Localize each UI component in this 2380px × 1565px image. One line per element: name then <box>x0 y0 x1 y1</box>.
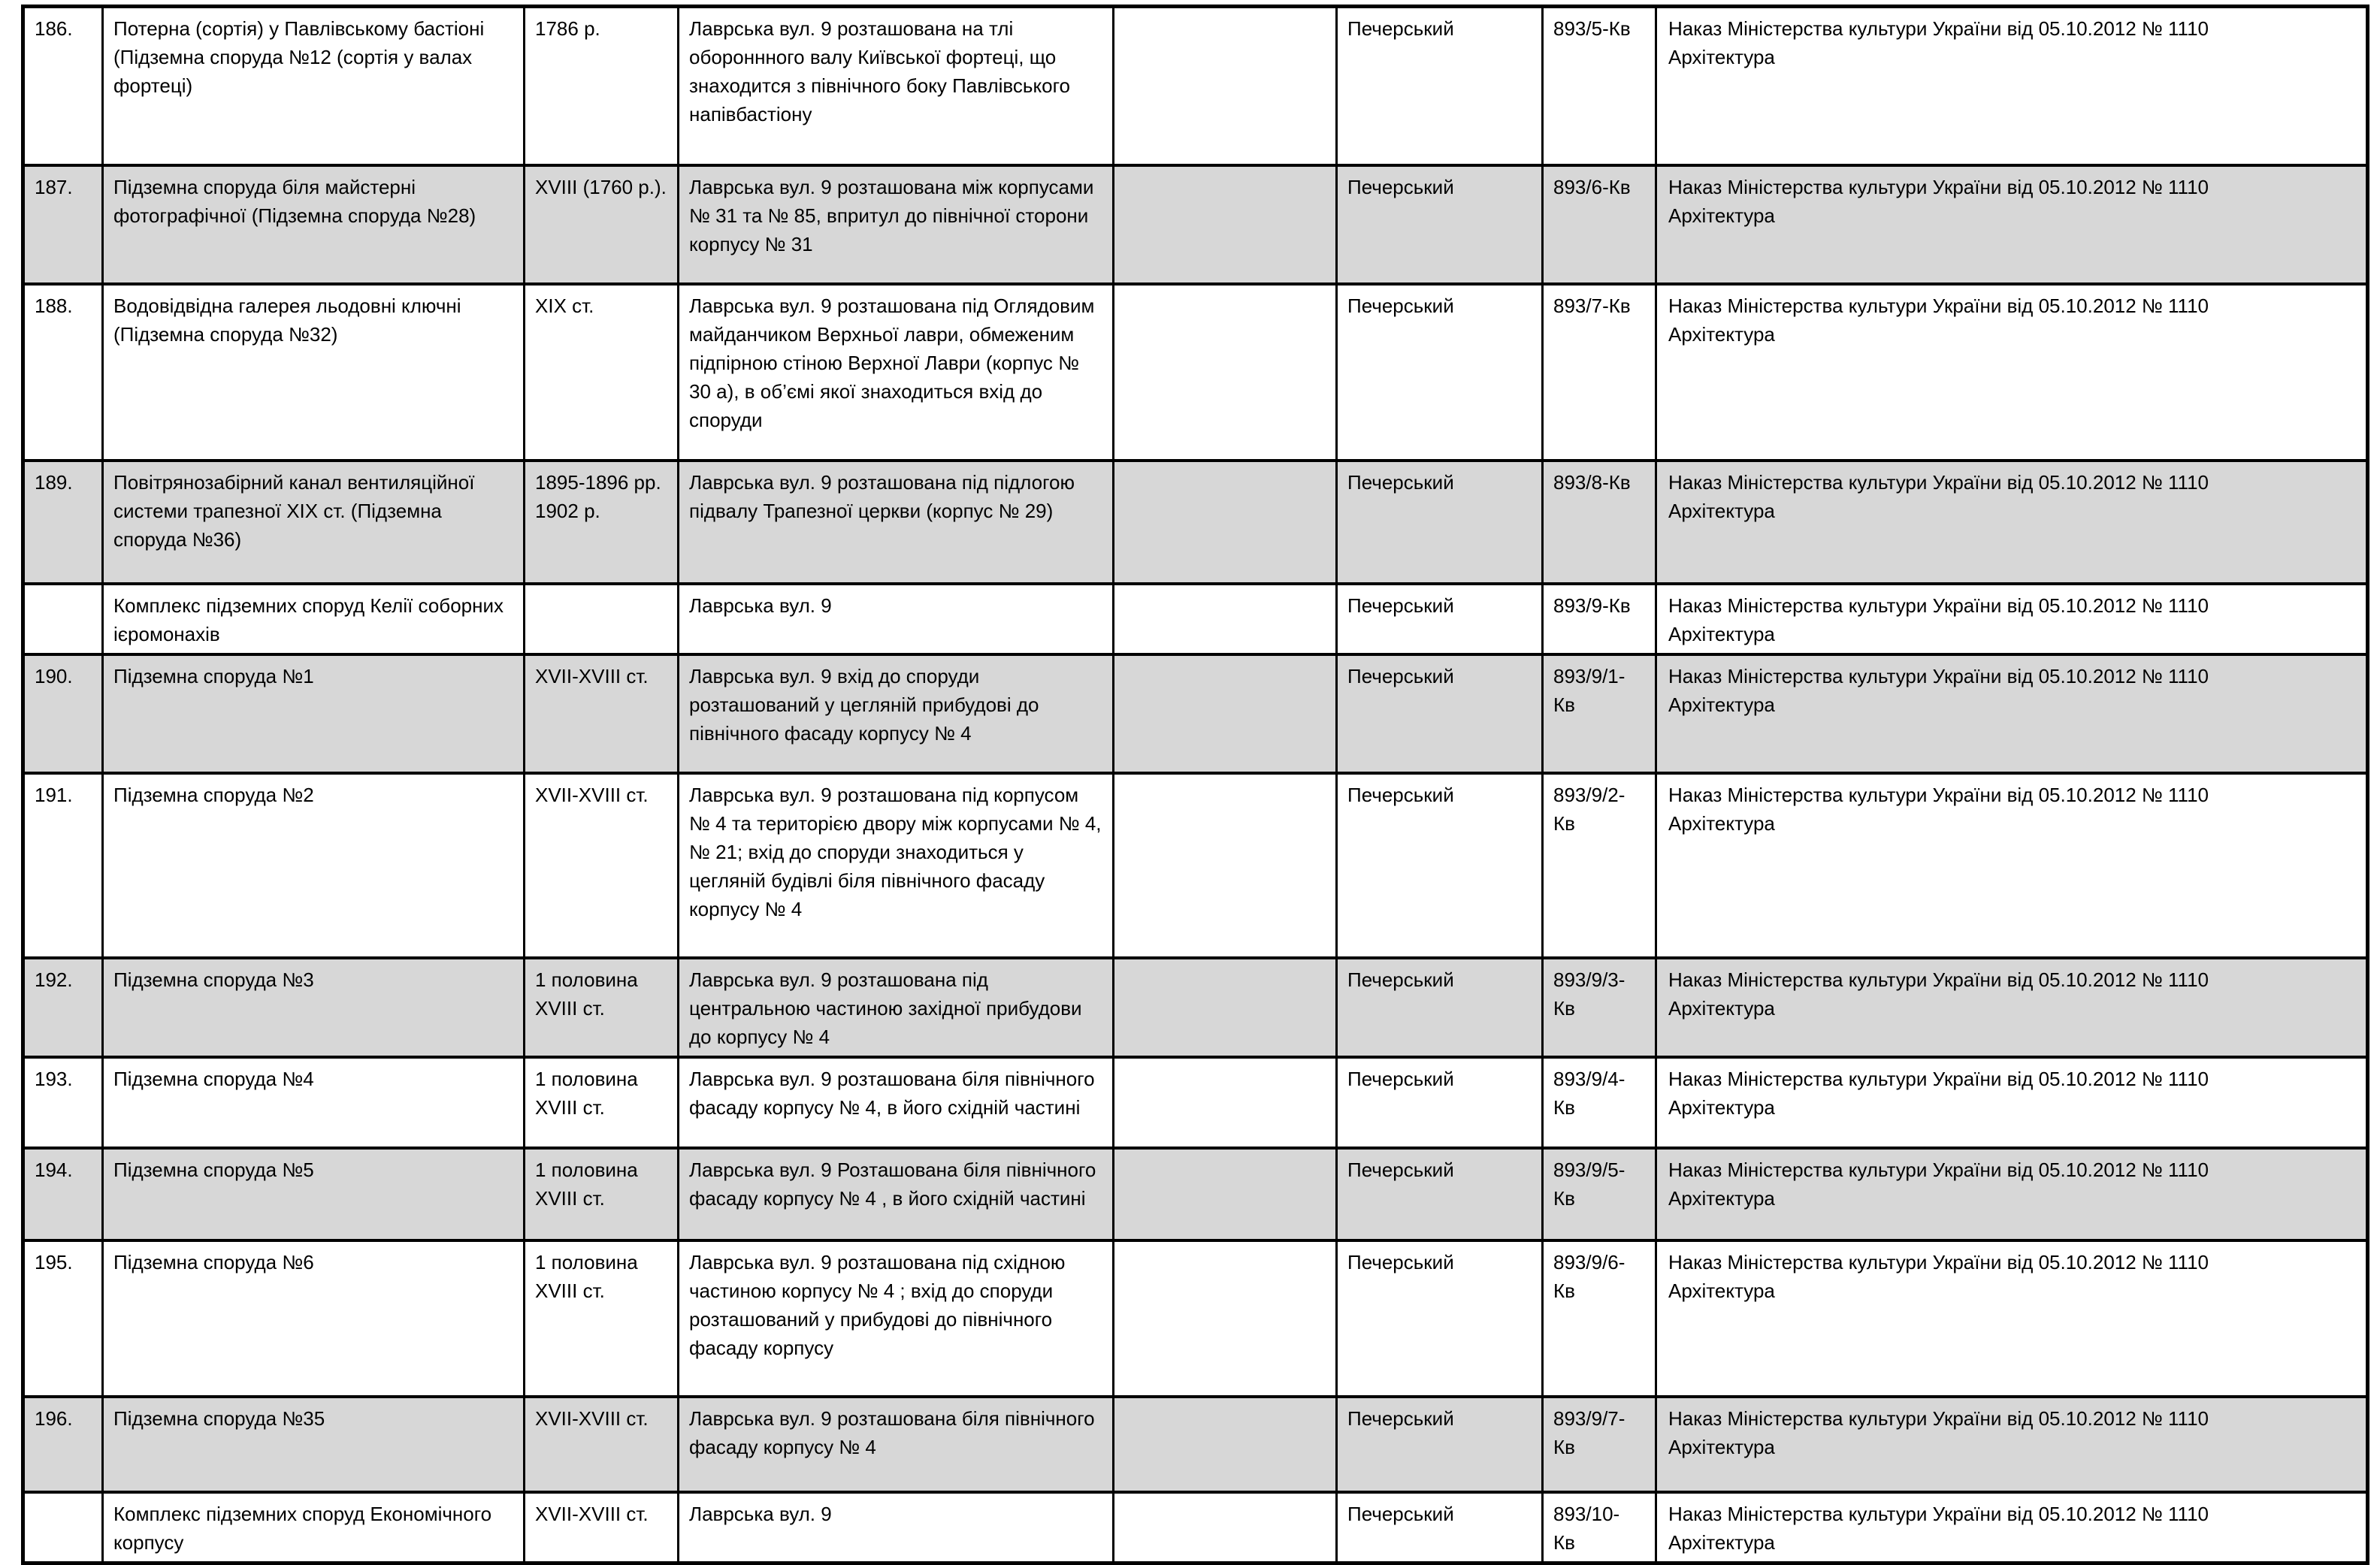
reg-number-cell: 893/7-Кв <box>1543 284 1656 461</box>
monument-category: Архітектура <box>1668 622 1775 645</box>
empty-cell <box>1114 958 1337 1057</box>
protection-doc-cell <box>1656 7 2368 165</box>
protection-doc-order: Наказ Міністерства культури України від 05.10.2012 № 1110 <box>1668 594 2209 617</box>
protection-doc-cell <box>1656 1148 2368 1240</box>
monument-category: Архітектура <box>1668 1186 1775 1210</box>
location-cell: Лаврська вул. 9 розташована під східною частиною корпусу № 4 ; вхід до споруди розташований у прибудові до північного фасаду корпусу <box>679 1240 1114 1397</box>
date-cell: 1 половина XVIII ст. <box>525 958 679 1057</box>
location-cell: Лаврська вул. 9 розташована на тлі обороннного валу Київської фортеці, що знаходится з північного боку Павлівського напівбастіону <box>679 7 1114 165</box>
location-cell: Лаврська вул. 9 <box>679 1492 1114 1563</box>
monument-category: Архітектура <box>1668 1435 1775 1458</box>
monument-category: Архітектура <box>1668 46 1775 68</box>
reg-number-cell: 893/9/4-Кв <box>1543 1057 1656 1148</box>
date-cell: 1 половина XVIII ст. <box>525 1057 679 1148</box>
date-cell: XVII-XVIII ст. <box>525 773 679 958</box>
reg-number-cell: 893/9/2-Кв <box>1543 773 1656 958</box>
protection-doc-order: Наказ Міністерства культури України від 05.10.2012 № 1110 <box>1668 175 2209 198</box>
protection-doc-order: Наказ Міністерства культури України від 05.10.2012 № 1110 <box>1668 1406 2209 1430</box>
row-number-cell: 188. <box>23 284 103 461</box>
district-cell: Печерський <box>1337 284 1543 461</box>
monument-category: Архітектура <box>1668 693 1775 716</box>
location-cell: Лаврська вул. 9 розташована під корпусом № 4 та територією двору між корпусами № 4, № 21; вхід до споруди знаходиться у цегляній будівлі біля північного фасаду корпусу № 4 <box>679 773 1114 958</box>
table-row <box>23 284 2368 461</box>
location-cell: Лаврська вул. 9 вхід до споруди розташований у цегляній прибудові до північного фасаду корпусу № 4 <box>679 654 1114 773</box>
monuments-registry-table <box>21 5 2369 1565</box>
date-cell: 1 половина XVIII ст. <box>525 1148 679 1240</box>
monument-category: Архітектура <box>1668 996 1775 1020</box>
protection-doc-order: Наказ Міністерства культури України від 05.10.2012 № 1110 <box>1668 294 2209 317</box>
location-cell: Лаврська вул. 9 розташована під центральною частиною західної прибудови до корпусу № 4 <box>679 958 1114 1057</box>
monument-name-cell: Підземна споруда №2 <box>103 773 525 958</box>
monument-category: Архітектура <box>1668 1279 1775 1302</box>
location-cell: Лаврська вул. 9 розташована біля північного фасаду корпусу № 4, в його східній частині <box>679 1057 1114 1148</box>
table-row <box>23 1240 2368 1397</box>
monument-name-cell: Підземна споруда №6 <box>103 1240 525 1397</box>
district-cell: Печерський <box>1337 1240 1543 1397</box>
reg-number-cell: 893/6-Кв <box>1543 165 1656 284</box>
protection-doc-order: Наказ Міністерства культури України від 05.10.2012 № 1110 <box>1668 783 2209 806</box>
reg-number-cell: 893/9/3-Кв <box>1543 958 1656 1057</box>
monument-name-cell: Підземна споруда №4 <box>103 1057 525 1148</box>
monument-name-cell: Потерна (сортія) у Павлівському бастіоні (Підземна споруда №12 (сортія у валах фортеці) <box>103 7 525 165</box>
table-row <box>23 773 2368 958</box>
monument-name-cell: Комплекс підземних споруд Економічного корпусу <box>103 1492 525 1563</box>
protection-doc-order: Наказ Міністерства культури України від 05.10.2012 № 1110 <box>1668 1158 2209 1181</box>
monument-name-cell: Підземна споруда біля майстерні фотографічної (Підземна споруда №28) <box>103 165 525 284</box>
date-cell: 1 половина XVIII ст. <box>525 1240 679 1397</box>
empty-cell <box>1114 773 1337 958</box>
empty-cell <box>1114 1057 1337 1148</box>
monument-category: Архітектура <box>1668 322 1775 346</box>
row-number-cell: 186. <box>23 7 103 165</box>
protection-doc-cell <box>1656 584 2368 654</box>
table-row <box>23 7 2368 165</box>
protection-doc-order: Наказ Міністерства культури України від 05.10.2012 № 1110 <box>1668 17 2209 40</box>
row-number-cell: 196. <box>23 1397 103 1492</box>
empty-cell <box>1114 284 1337 461</box>
monument-name-cell: Комплекс підземних споруд Келії соборних ієромонахів <box>103 584 525 654</box>
district-cell: Печерський <box>1337 461 1543 584</box>
monument-name-cell: Підземна споруда №3 <box>103 958 525 1057</box>
table-row <box>23 461 2368 584</box>
protection-doc-cell <box>1656 958 2368 1057</box>
district-cell: Печерський <box>1337 584 1543 654</box>
protection-doc-order: Наказ Міністерства культури України від 05.10.2012 № 1110 <box>1668 1502 2209 1525</box>
table-row <box>23 958 2368 1057</box>
date-cell <box>525 584 679 654</box>
reg-number-cell: 893/9-Кв <box>1543 584 1656 654</box>
protection-doc-order: Наказ Міністерства культури України від 05.10.2012 № 1110 <box>1668 1067 2209 1090</box>
date-cell: XVIII (1760 р.). <box>525 165 679 284</box>
reg-number-cell: 893/9/5-Кв <box>1543 1148 1656 1240</box>
date-cell: 1895-1896 рр. 1902 р. <box>525 461 679 584</box>
protection-doc-order: Наказ Міністерства культури України від 05.10.2012 № 1110 <box>1668 1250 2209 1273</box>
empty-cell <box>1114 165 1337 284</box>
location-cell: Лаврська вул. 9 розташована під Оглядовим майданчиком Верхньої лаври, обмеженим підпірною стіною Верхної Лаври (корпус № 30 а), в об’ємі якої знаходиться вхід до споруди <box>679 284 1114 461</box>
empty-cell <box>1114 584 1337 654</box>
date-cell: 1786 р. <box>525 7 679 165</box>
protection-doc-order: Наказ Міністерства культури України від 05.10.2012 № 1110 <box>1668 470 2209 494</box>
district-cell: Печерський <box>1337 654 1543 773</box>
empty-cell <box>1114 654 1337 773</box>
location-cell: Лаврська вул. 9 розташована під підлогою підвалу Трапезної церкви (корпус № 29) <box>679 461 1114 584</box>
monument-category: Архітектура <box>1668 811 1775 835</box>
district-cell: Печерський <box>1337 958 1543 1057</box>
protection-doc-cell <box>1656 773 2368 958</box>
row-number-cell: 187. <box>23 165 103 284</box>
row-number-cell: 189. <box>23 461 103 584</box>
reg-number-cell: 893/8-Кв <box>1543 461 1656 584</box>
location-cell: Лаврська вул. 9 розташована біля північного фасаду корпусу № 4 <box>679 1397 1114 1492</box>
reg-number-cell: 893/5-Кв <box>1543 7 1656 165</box>
district-cell: Печерський <box>1337 165 1543 284</box>
protection-doc-order: Наказ Міністерства культури України від 05.10.2012 № 1110 <box>1668 664 2209 687</box>
district-cell: Печерський <box>1337 7 1543 165</box>
monument-name-cell: Підземна споруда №5 <box>103 1148 525 1240</box>
empty-cell <box>1114 1240 1337 1397</box>
date-cell: XIX ст. <box>525 284 679 461</box>
monument-name-cell: Водовідвідна галерея льодовні ключні (Підземна споруда №32) <box>103 284 525 461</box>
empty-cell <box>1114 1148 1337 1240</box>
protection-doc-cell <box>1656 1057 2368 1148</box>
row-number-cell: 192. <box>23 958 103 1057</box>
table-row <box>23 165 2368 284</box>
district-cell: Печерський <box>1337 1148 1543 1240</box>
row-number-cell: 191. <box>23 773 103 958</box>
row-number-cell <box>23 1492 103 1563</box>
empty-cell <box>1114 1397 1337 1492</box>
protection-doc-cell <box>1656 165 2368 284</box>
protection-doc-cell <box>1656 284 2368 461</box>
monument-category: Архітектура <box>1668 1095 1775 1119</box>
reg-number-cell: 893/9/7-Кв <box>1543 1397 1656 1492</box>
monument-name-cell: Підземна споруда №35 <box>103 1397 525 1492</box>
empty-cell <box>1114 1492 1337 1563</box>
row-number-cell: 194. <box>23 1148 103 1240</box>
monument-category: Архітектура <box>1668 1530 1775 1554</box>
date-cell: XVII-XVIII ст. <box>525 654 679 773</box>
table-row <box>23 1057 2368 1148</box>
table-row <box>23 654 2368 773</box>
monument-name-cell: Повітрянозабірний канал вентиляційної системи трапезної XIX ст. (Підземна споруда №36) <box>103 461 525 584</box>
row-number-cell: 193. <box>23 1057 103 1148</box>
empty-cell <box>1114 461 1337 584</box>
location-cell: Лаврська вул. 9 розташована між корпусами № 31 та № 85, впритул до північної сторони корпусу № 31 <box>679 165 1114 284</box>
reg-number-cell: 893/9/6-Кв <box>1543 1240 1656 1397</box>
protection-doc-cell <box>1656 1240 2368 1397</box>
row-number-cell: 195. <box>23 1240 103 1397</box>
row-number-cell <box>23 584 103 654</box>
location-cell: Лаврська вул. 9 <box>679 584 1114 654</box>
district-cell: Печерський <box>1337 1057 1543 1148</box>
monument-name-cell: Підземна споруда №1 <box>103 654 525 773</box>
reg-number-cell: 893/9/1-Кв <box>1543 654 1656 773</box>
district-cell: Печерський <box>1337 1492 1543 1563</box>
row-number-cell: 190. <box>23 654 103 773</box>
protection-doc-cell <box>1656 1397 2368 1492</box>
empty-cell <box>1114 7 1337 165</box>
monument-category: Архітектура <box>1668 499 1775 522</box>
monument-category: Архітектура <box>1668 204 1775 227</box>
protection-doc-cell <box>1656 461 2368 584</box>
district-cell: Печерський <box>1337 773 1543 958</box>
table-row <box>23 1397 2368 1492</box>
table-row <box>23 584 2368 654</box>
protection-doc-cell <box>1656 654 2368 773</box>
date-cell: XVII-XVIII ст. <box>525 1492 679 1563</box>
protection-doc-cell <box>1656 1492 2368 1563</box>
reg-number-cell: 893/10-Кв <box>1543 1492 1656 1563</box>
table-row <box>23 1148 2368 1240</box>
protection-doc-order: Наказ Міністерства культури України від 05.10.2012 № 1110 <box>1668 968 2209 991</box>
district-cell: Печерський <box>1337 1397 1543 1492</box>
table-row <box>23 1492 2368 1563</box>
location-cell: Лаврська вул. 9 Розташована біля північного фасаду корпусу № 4 , в його східній частині <box>679 1148 1114 1240</box>
date-cell: XVII-XVIII ст. <box>525 1397 679 1492</box>
